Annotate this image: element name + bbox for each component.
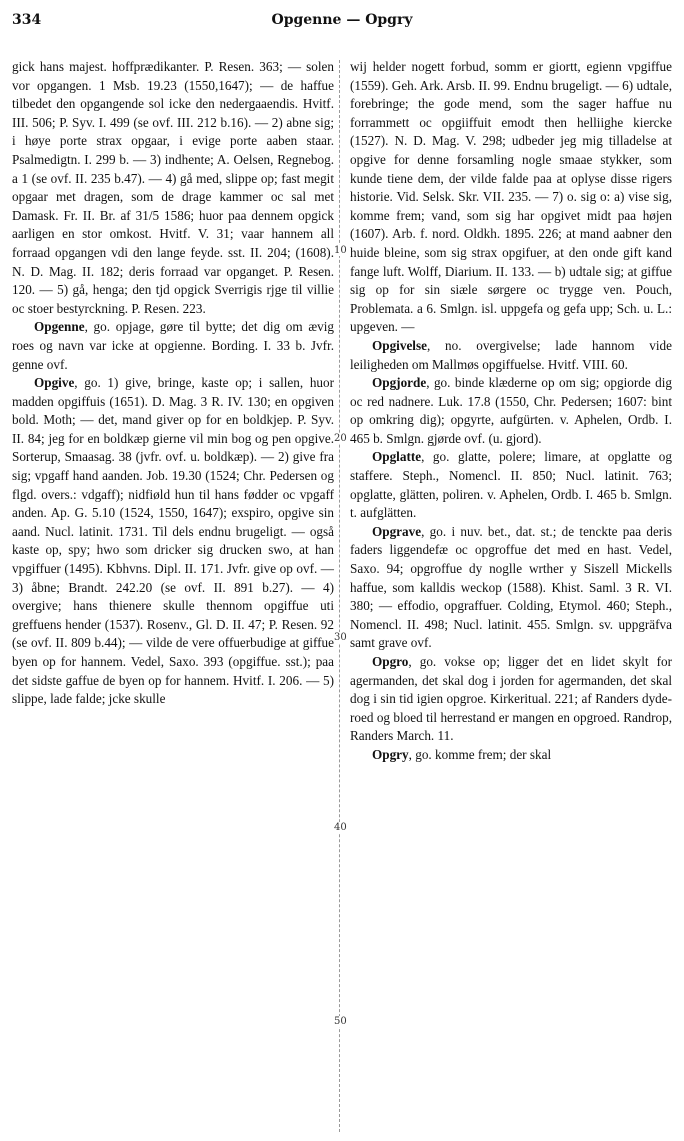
entry-text: , go. vokse op; ligger det en lidet skylt for agermanden, det skal dog i jorden for agermanden, det skal dog i sin tid igien opgroe. Kirkeritual. 221; af Randers dyde-roed og bloed til herrestand er mangen en opgroed. Randrop, Randers March. 11. [350, 654, 672, 744]
entry-headword: Opgivelse [372, 337, 427, 353]
entry-text: , go. glatte, polere; limare, at opglatte og staffere. Steph., Nomencl. II. 850; Nucl. latinit. 763; opglatte, glätten, poliren. v. Aphelen, Ordb. I. 465 b. Smlgn. t. aufglätten. [350, 449, 672, 521]
entry-text: , no. overgivelse; lade hannom vide leiligheden om Mallmøs opgiffuelse. Hvitf. VIII. 60. [350, 337, 672, 372]
entry-headword: Opgive [34, 375, 75, 391]
entry-text: , go. komme frem; der skal [408, 746, 552, 762]
entry-text: , go. i nuv. bet., dat. st.; de tenckte paa deris faders liggendefæ oc opgroffue det med en hast. Vedel, Saxo. 94; opgroffue dy noglle wrther y Siszell Mickells haffue, som kalldis weckop (1588). Khist. Saml. 3 R. VI. 380; — effodio, opgraffuer. Colding, Etymol. 460; Steph., Nomencl. II. 498; Nucl. latinit. 455. Smlgn. sv. uppgräfva samt grave ovf. [350, 523, 672, 651]
entry-headword: Opglatte [372, 449, 422, 465]
line-number-40: 40 [334, 822, 347, 833]
dictionary-entry [350, 337, 672, 374]
dictionary-entry [350, 653, 672, 746]
continued-entry: wij helder nogett forbud, somm er giortt, egienn vpgiffue (1559). Geh. Ark. Arsb. II. 99. Endnu brugeligt. — 6) udtale, forebringe; the gode mend, som the sager haffue nu forrammett oc opgiiffuit emodt then helliighe kiercke (1527). N. D. Mag. V. 298; udbeder jeg mig tilladelse at opgive for denne forsamling nogle smaae stykker, som kunde tiene dem, der vilde falde paa at oplyse disse rigers historie. Vid. Selsk. Skr. VII. 235. — 7) o. sig o: a) vise sig, komme frem; vand, som sig har opgivet midt paa højen (1607). Arb. f. nord. Oldkh. 1895. 226; at mand aabner den huide bleine, som sig strax opgifuer, at den onde gift kand fange luft. Wolff, Diarium. II. 133. — b) udtale sig; at giffue sig op for sin siæle sørgere oc trygge ven. Pouch, Problemata. a 6. Smlgn. isl. uppgefa og gefa upp; Sch. u. L.: upgeven. — [350, 59, 672, 335]
entry-headword: Opgjorde [372, 375, 427, 391]
dictionary-entry [12, 374, 334, 709]
dictionary-entry [350, 523, 672, 653]
entry-headword: Opgro [372, 654, 409, 669]
column-divider [339, 60, 340, 1132]
entry-headword: Opgrave [372, 523, 422, 539]
line-number-30: 30 [334, 632, 347, 643]
line-number-50: 50 [334, 1016, 347, 1027]
dictionary-entry [350, 448, 672, 522]
entry-text: , go. 1) give, bringe, kaste op; i sallen, huor madden opgiffuis (1651). D. Mag. 3 R. IV. 130; en opgiven bold. Moth; — det, mand giver op for en boldkjep. P. Syv. II. 84; jeg for en boldkæp gierne vil min bog og pen opgive. Sorterup, Smaasag. 38 (jvfr. ovf. u. boldkæp). — 2) give fra sig; vpgaff hand aanden. Job. 19.30 (1524; Chr. Pedersen og flgd. overs.: vdgaff); nidfiøld hun til hans fødder oc vpgaff anden. Ap. G. 5.10 (1524, 1550, 1647); exspiro, opgive sin aand. Nucl. latinit. 1731. Til dels endnu brugeligt. — også kaste op, spy; hwo som dricker sig drucken swo, at han vpgiffuer (1495). Kbhvns. Dipl. II. 171. Jvfr. give op ovf. — 3) åbne; Brandt. 242.20 (se ovf. II. 891 b.27). — 4) overgive; hans thienere skulle thennom opgiffue uti greffuens hender (1537). Rosenv., Gl. D. II. 47; P. Resen. 92 (se ovf. II. 809 b.44); — vilde de vere offuerbudige at giffue byen op for hannem. Vedel, Saxo. 393 (opgiffue. sst.); paa det sidste gaffue de byen op for hannem. Hvitf. I. 206. — 5) slippe, lade falde; jcke skulle [12, 375, 334, 707]
continued-entry: gick hans majest. hoffprædikanter. P. Resen. 363; — solen vor opgangen. 1 Msb. 19.23 (1550,1647); — de haffue tilbedet den opgangende sol icke den nedergaaendis. Hvitf. III. 506; P. Syv. I. 499 (se ovf. III. 212 b.16). — 2) abne sig; i høye porte strax opgaar, i evige porte aaben staar. Psalmedigtn. I. 299 b. — 3) indhente; A. Oelsen, Regnebog. a 1 (se ovf. II. 235 b.47). — 4) gå med, slippe op; fast megit opgaar met dragen, som de drage kammer oc sal met Damask. Fr. II. Br. af 31/5 1586; huor paa dennem opgick aarligen en stor omkost. Hvitf. V. 31; vaar hannem all forraad opgangen vdi den lange feyde. sst. II. 204; (1608). N. D. Mag. II. 182; deris forraad var opganget. P. Resen. 120. — 5) gå, henga; den tjd opgick Sverrigis rjge til villie oc stoer bestyrckning. P. Resen. 223. [12, 59, 334, 316]
running-head: Opgenne — Opgry [271, 12, 413, 28]
dictionary-entry [350, 746, 672, 765]
entry-text: , go. binde klæderne op om sig; opgiorde dig oc red nadnere. Luk. 17.8 (1550, Chr. Pedersen; 1607: bint op omkring dig); opgyrte, aufgürten. v. Aphelen, Ordb. I. 465 b. Smlgn. gjørde ovf. (u. gjord). [350, 375, 672, 446]
entry-headword: Opgenne [34, 319, 85, 335]
entry-text: , go. opjage, gøre til bytte; det dig om ævig roes og navn var icke at opgienne. Bording. I. 33 b. Jvfr. genne ovf. [12, 319, 334, 372]
page-number: 334 [12, 12, 42, 28]
right-column [350, 58, 672, 765]
entry-headword: Opgry [372, 746, 409, 762]
dictionary-entry [12, 318, 334, 374]
line-number-20: 20 [334, 433, 347, 444]
line-number-10: 10 [334, 245, 347, 256]
left-column [12, 58, 334, 709]
dictionary-entry [350, 374, 672, 448]
page-header [12, 12, 672, 38]
